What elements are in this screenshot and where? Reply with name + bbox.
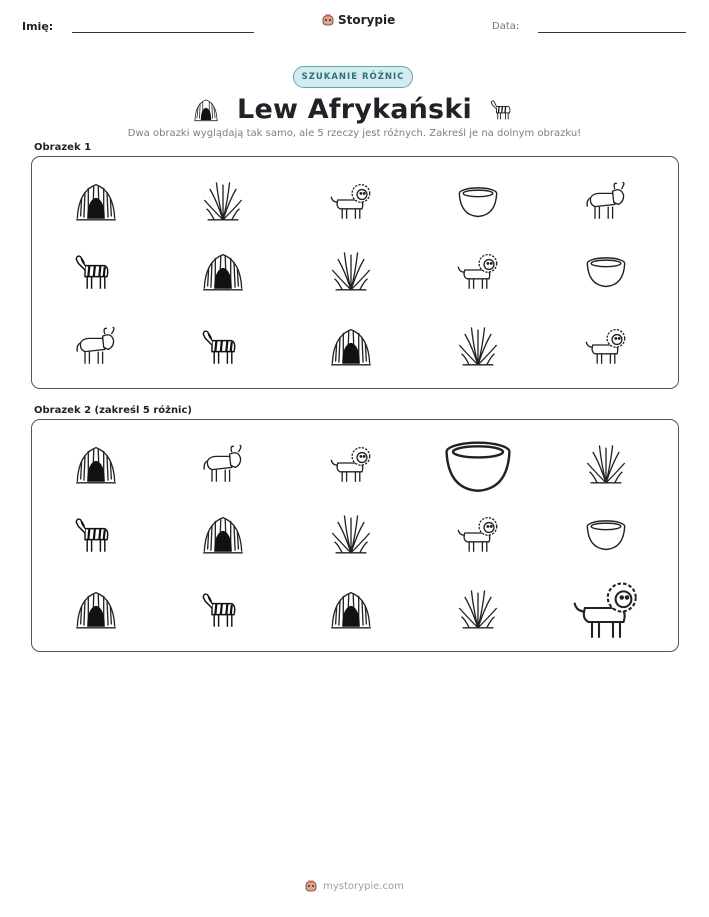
footer bbox=[0, 880, 709, 892]
picture2-cell[interactable] bbox=[74, 586, 118, 630]
picture1-cell[interactable] bbox=[74, 178, 118, 222]
lion-icon bbox=[571, 573, 641, 643]
bowl-icon bbox=[584, 248, 628, 292]
picture2-label: Obrazek 2 (zakreśl 5 różnic) bbox=[34, 405, 192, 416]
picture2-cell[interactable] bbox=[74, 511, 118, 555]
instructions: Dwa obrazki wyglądają tak samo, ale 5 rzeczy jest różnych. Zakreśl je na dolnym obrazku! bbox=[127, 128, 582, 139]
grass-icon bbox=[201, 178, 245, 222]
cave-icon bbox=[193, 96, 219, 122]
zebra-icon bbox=[74, 248, 118, 292]
zebra-icon bbox=[490, 96, 516, 122]
picture2-cell[interactable] bbox=[329, 441, 373, 485]
picture2-cell[interactable] bbox=[441, 426, 515, 500]
lion-icon bbox=[456, 511, 500, 555]
picture2-cell[interactable] bbox=[584, 441, 628, 485]
picture1-cell[interactable] bbox=[74, 248, 118, 292]
cave-icon bbox=[74, 441, 118, 485]
storypie-logo-icon bbox=[322, 14, 334, 26]
wildebeest-icon bbox=[201, 441, 245, 485]
picture1-label: Obrazek 1 bbox=[34, 142, 92, 153]
wildebeest-icon bbox=[74, 323, 118, 367]
grass-icon bbox=[329, 511, 373, 555]
picture1-cell[interactable] bbox=[329, 178, 373, 222]
picture1-panel bbox=[31, 156, 679, 389]
cave-icon bbox=[201, 511, 245, 555]
picture1-cell[interactable] bbox=[201, 178, 245, 222]
cave-icon bbox=[74, 586, 118, 630]
cave-icon bbox=[74, 178, 118, 222]
lion-icon bbox=[456, 248, 500, 292]
cave-icon bbox=[329, 586, 373, 630]
picture1-cell[interactable] bbox=[456, 248, 500, 292]
zebra-icon bbox=[201, 323, 245, 367]
picture2-cell[interactable] bbox=[571, 573, 641, 643]
date-line[interactable] bbox=[538, 32, 686, 33]
date-label: Data: bbox=[492, 21, 520, 32]
picture1-cell[interactable] bbox=[74, 323, 118, 367]
picture2-panel bbox=[31, 419, 679, 652]
grass-icon bbox=[584, 441, 628, 485]
picture1-cell[interactable] bbox=[201, 323, 245, 367]
picture2-cell[interactable] bbox=[74, 441, 118, 485]
activity-badge: SZUKANIE RÓŻNIC bbox=[293, 66, 413, 88]
picture1-cell[interactable] bbox=[329, 323, 373, 367]
lion-icon bbox=[329, 178, 373, 222]
picture2-cell[interactable] bbox=[201, 441, 245, 485]
grass-icon bbox=[456, 586, 500, 630]
picture2-cell[interactable] bbox=[201, 511, 245, 555]
picture2-cell[interactable] bbox=[329, 586, 373, 630]
picture1-cell[interactable] bbox=[584, 323, 628, 367]
storypie-logo-icon bbox=[305, 880, 317, 892]
picture2-cell[interactable] bbox=[456, 511, 500, 555]
picture1-cell[interactable] bbox=[456, 323, 500, 367]
footer-url: mystorypie.com bbox=[323, 880, 404, 892]
cave-icon bbox=[329, 323, 373, 367]
picture1-cell[interactable] bbox=[329, 248, 373, 292]
brand-logo bbox=[322, 13, 395, 27]
page-title: Lew Afrykański bbox=[237, 93, 472, 125]
bowl-icon bbox=[584, 511, 628, 555]
lion-icon bbox=[584, 323, 628, 367]
wildebeest-icon bbox=[584, 178, 628, 222]
picture2-cell[interactable] bbox=[329, 511, 373, 555]
picture2-cell[interactable] bbox=[456, 586, 500, 630]
picture1-cell[interactable] bbox=[201, 248, 245, 292]
bowl-icon bbox=[456, 178, 500, 222]
picture1-cell[interactable] bbox=[584, 178, 628, 222]
name-label: Imię: bbox=[22, 20, 54, 33]
name-line[interactable] bbox=[72, 32, 254, 33]
cave-icon bbox=[201, 248, 245, 292]
picture1-cell[interactable] bbox=[456, 178, 500, 222]
zebra-icon bbox=[74, 511, 118, 555]
bowl-icon bbox=[441, 426, 515, 500]
picture2-cell[interactable] bbox=[201, 586, 245, 630]
brand-name: Storypie bbox=[338, 13, 396, 27]
grass-icon bbox=[456, 323, 500, 367]
picture2-cell[interactable] bbox=[584, 511, 628, 555]
lion-icon bbox=[329, 441, 373, 485]
picture1-cell[interactable] bbox=[584, 248, 628, 292]
grass-icon bbox=[329, 248, 373, 292]
zebra-icon bbox=[201, 586, 245, 630]
